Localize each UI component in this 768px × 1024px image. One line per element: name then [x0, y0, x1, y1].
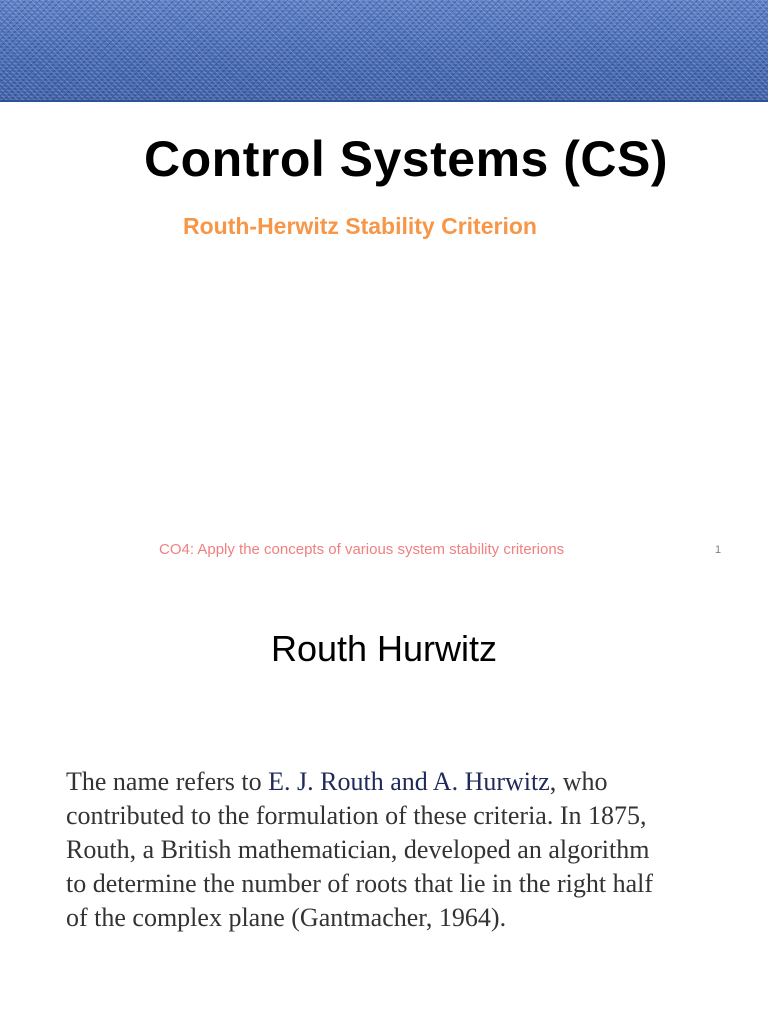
paragraph-text: , who — [549, 767, 608, 796]
section-heading: Routh Hurwitz — [270, 628, 498, 669]
paragraph-line: Routh, a British mathematician, developed an algorithm — [66, 835, 650, 864]
slide-subtitle: Routh-Herwitz Stability Criterion — [183, 213, 537, 239]
header-banner — [0, 0, 768, 102]
author-names: E. J. Routh and A. Hurwitz — [268, 767, 550, 796]
body-paragraph — [66, 765, 746, 935]
slide-title: Control Systems (CS) — [144, 131, 668, 187]
slide-number: 1 — [715, 544, 722, 556]
paragraph-line: to determine the number of roots that lie in the right half — [66, 869, 654, 898]
paragraph-line: contributed to the formulation of these criteria. In 1875, — [66, 801, 647, 830]
paragraph-line — [66, 765, 746, 799]
paragraph-text: The name refers to — [66, 767, 269, 796]
paragraph-line: of the complex plane (Gantmacher, 1964). — [66, 903, 507, 932]
slide-footer: CO4: Apply the concepts of various system stability criterions — [159, 541, 565, 558]
